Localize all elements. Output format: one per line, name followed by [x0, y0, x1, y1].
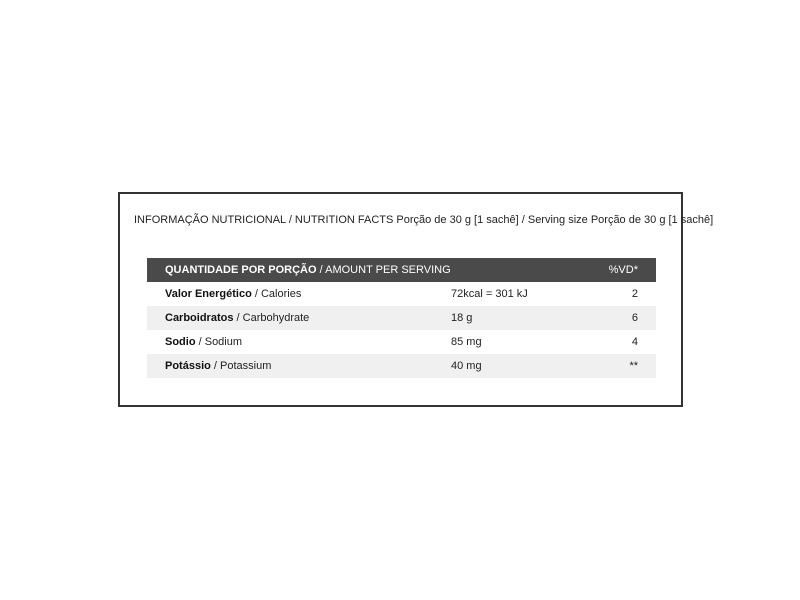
- nutrient-amount: 72kcal = 301 kJ: [451, 288, 528, 300]
- nutrient-vd: 4: [631, 336, 638, 348]
- nutrient-name-en: / Potassium: [210, 360, 272, 372]
- table-header: [147, 258, 656, 282]
- nutrient-name-en: / Sodium: [195, 336, 243, 348]
- nutrient-name-en: / Calories: [251, 288, 302, 300]
- header-label: [165, 264, 598, 276]
- nutrient-name-pt: Valor Energético: [165, 288, 252, 300]
- nutrient-name: [165, 312, 451, 324]
- header-vd: %VD*: [608, 264, 638, 276]
- nutrition-facts-box: [118, 192, 714, 407]
- nutrient-name: [165, 336, 451, 348]
- table-row: [147, 306, 656, 330]
- nutrient-name-pt: Carboidratos: [165, 312, 234, 324]
- nutrient-name-en: / Carbohydrate: [233, 312, 310, 324]
- nutrition-title: INFORMAÇÃO NUTRICIONAL / NUTRITION FACTS Porção de 30 g [1 sachê] / Serving size Porção de 30 g [1 sachê]: [134, 214, 714, 226]
- nutrition-table: [147, 258, 656, 378]
- nutrient-amount: 18 g: [451, 312, 473, 324]
- nutrient-vd: **: [629, 360, 638, 372]
- nutrient-name-pt: Potássio: [165, 360, 211, 372]
- table-row: [147, 330, 656, 354]
- header-label-pt: QUANTIDADE POR PORÇÃO: [165, 264, 317, 276]
- nutrient-name: [165, 288, 451, 300]
- nutrient-name-pt: Sodio: [165, 336, 196, 348]
- table-row: [147, 354, 656, 378]
- nutrient-name: [165, 360, 451, 372]
- nutrient-vd: 2: [631, 288, 638, 300]
- nutrient-amount: 40 mg: [451, 360, 482, 372]
- nutrient-vd: 6: [631, 312, 638, 324]
- table-row: [147, 282, 656, 306]
- nutrient-amount: 85 mg: [451, 336, 482, 348]
- header-label-en: / AMOUNT PER SERVING: [316, 264, 451, 276]
